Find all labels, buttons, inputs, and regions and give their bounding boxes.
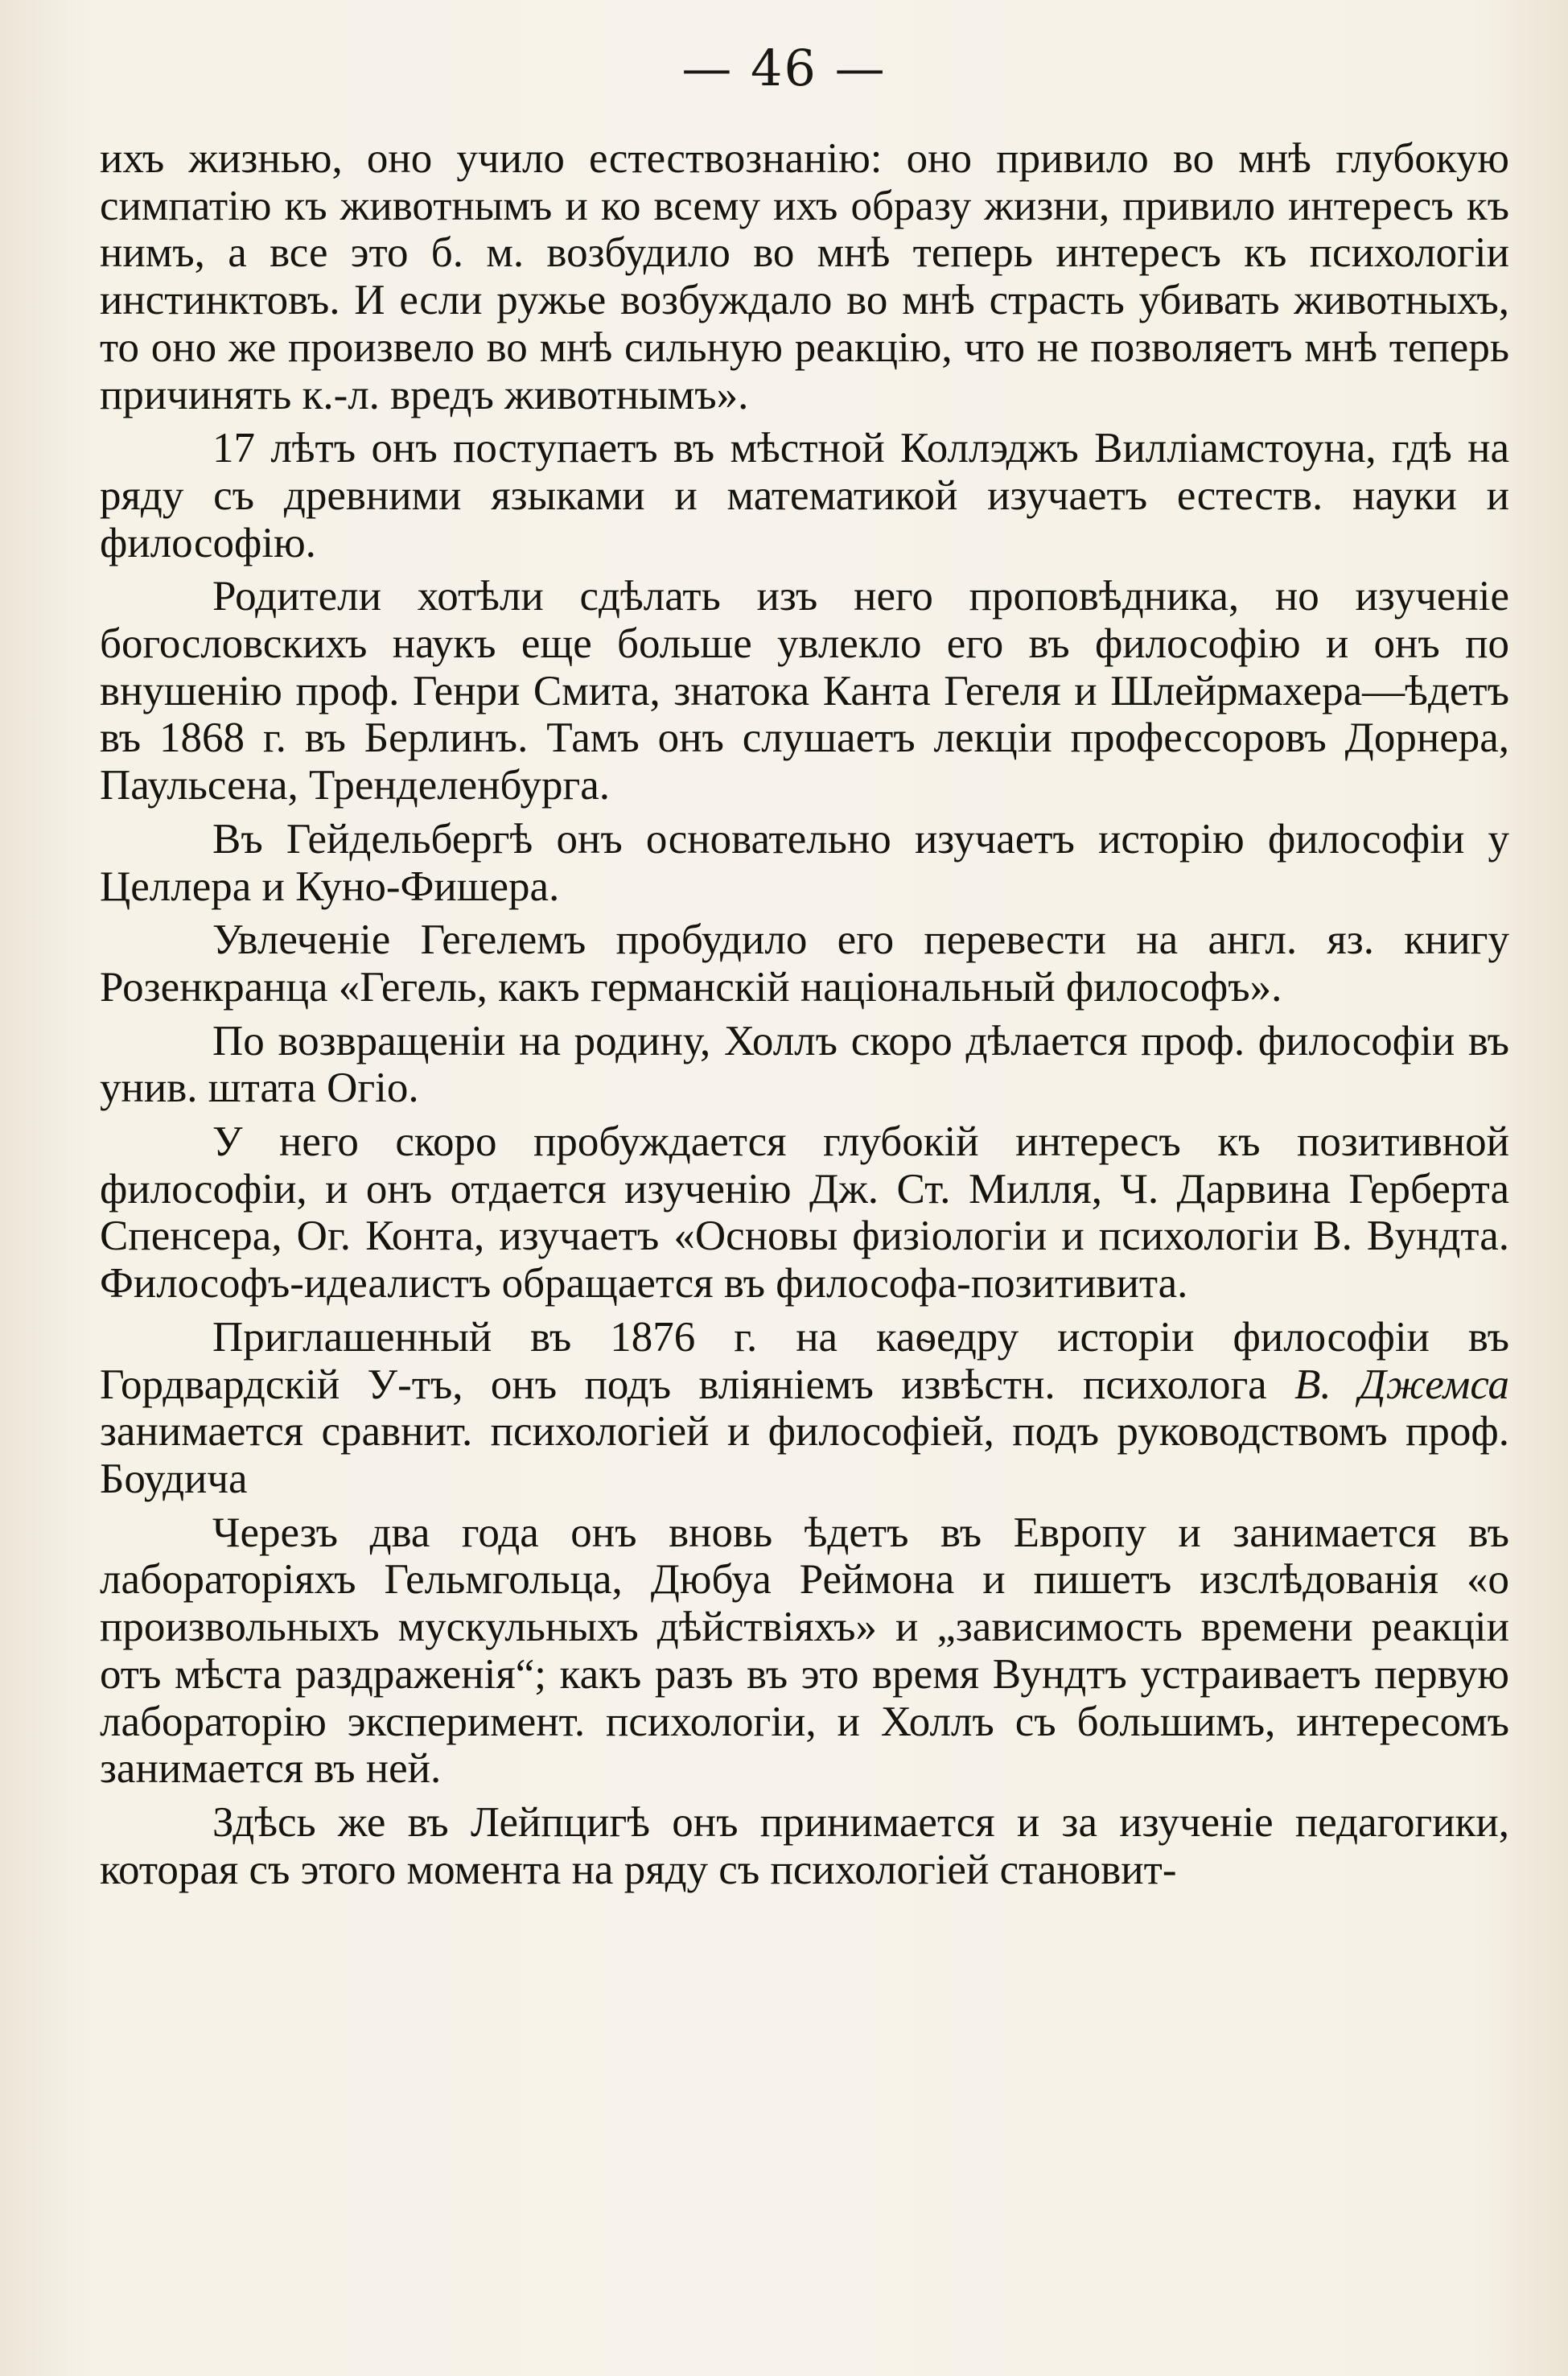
paragraph-6: По возвращеніи на родину, Холлъ скоро дѣлается проф. философіи въ унив. штата Огіо.	[100, 1017, 1509, 1112]
paragraph-10: Здѣсь же въ Лейпцигѣ онъ принимается и за изученіе педагогики, которая съ этого момента на ряду съ психологіей становит-	[100, 1798, 1509, 1893]
paragraph-7: У него скоро пробуждается глубокій интересъ къ позитивной философіи, и онъ отдается изученію Дж. Ст. Милля, Ч. Дарвина Герберта Спенсера, Ог. Конта, изучаетъ «Основы физіологіи и психологіи В. Вундта. Философъ-идеалистъ обращается въ философа-позитивита.	[100, 1118, 1509, 1307]
paragraph-1: ихъ жизнью, оно учило естествознанію: оно привило во мнѣ глубокую симпатію къ животнымъ и ко всему ихъ образу жизни, привило интересъ къ нимъ, а все это б. м. возбудило во мнѣ теперь интересъ къ психологіи инстинктовъ. И если ружье возбуждало во мнѣ страсть убивать животныхъ, то оно же произвело во мнѣ сильную реакцію, что не позволяетъ мнѣ теперь причинять к.-л. вредъ животнымъ».	[100, 135, 1509, 418]
paragraph-8-italic-name: В. Джемса	[1294, 1361, 1509, 1408]
paragraph-4: Въ Гейдельбергѣ онъ основательно изучаетъ исторію философіи у Целлера и Куно-Фишера.	[100, 815, 1509, 910]
page-number: — 46 —	[681, 39, 887, 97]
paragraph-8-text-after: занимается сравнит. психологіей и философіей, подъ руководствомъ проф. Боудича	[100, 1408, 1509, 1502]
paragraph-5: Увлеченіе Гегелемъ пробудило его перевести на англ. яз. книгу Розенкранца «Гегель, какъ германскій національный философъ».	[100, 916, 1509, 1011]
paragraph-8-text-before: Приглашенный въ 1876 г. на каѳедру исторіи философіи въ Гордвардскій У-тъ, онъ подъ вліяніемъ извѣстн. психолога	[100, 1313, 1509, 1408]
page-text	[100, 135, 1509, 1900]
paragraph-3: Родители хотѣли сдѣлать изъ него проповѣдника, но изученіе богословскихъ наукъ еще больше увлекло его въ философію и онъ по внушенію проф. Генри Смита, знатока Канта Гегеля и Шлейрмахера—ѣдетъ въ 1868 г. въ Берлинъ. Тамъ онъ слушаетъ лекціи профессоровъ Дорнера, Паульсена, Тренделенбурга.	[100, 573, 1509, 809]
paragraph-9: Черезъ два года онъ вновь ѣдетъ въ Европу и занимается въ лабораторіяхъ Гельмгольца, Дюбуа Реймона и пишетъ изслѣдованія «о произвольныхъ мускульныхъ дѣйствіяхъ» и „зависимость времени реакціи отъ мѣста раздраженія“; какъ разъ въ это время Вундтъ устраиваетъ первую лабораторію эксперимент. психологіи, и Холлъ съ большимъ, интересомъ занимается въ ней.	[100, 1509, 1509, 1793]
paragraph-2: 17 лѣтъ онъ поступаетъ въ мѣстной Коллэджъ Вилліамстоуна, гдѣ на ряду съ древними языками и математикой изучаетъ естеств. науки и философію.	[100, 425, 1509, 566]
paragraph-8	[100, 1314, 1509, 1503]
